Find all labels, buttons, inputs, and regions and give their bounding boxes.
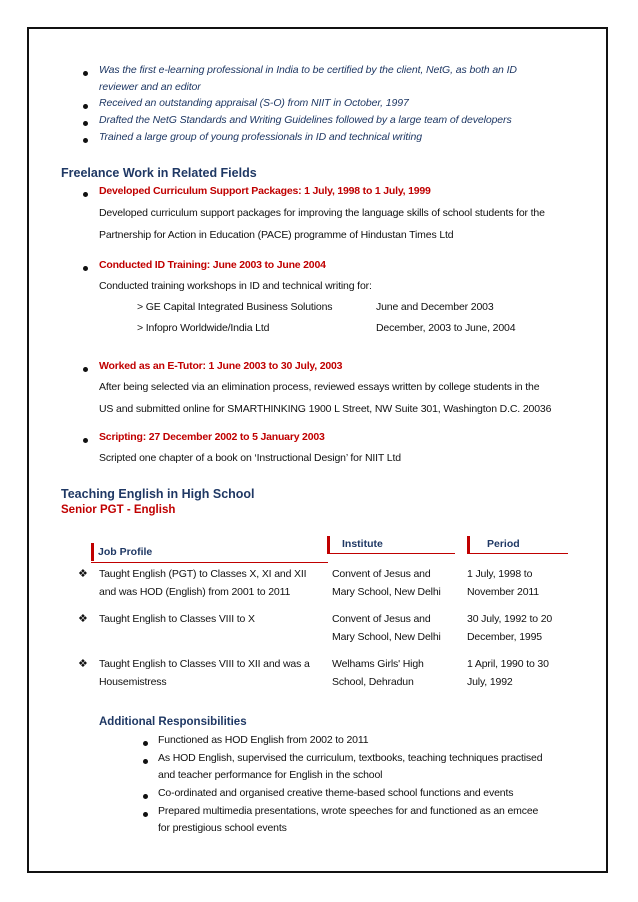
bullet-icon bbox=[143, 741, 148, 746]
section-subheading-teaching: Senior PGT - English bbox=[61, 504, 176, 516]
bullet-icon bbox=[83, 71, 88, 76]
institute-cell: Welhams Girls' High bbox=[332, 658, 424, 670]
period-cell: November 2011 bbox=[467, 586, 539, 598]
column-header-job: Job Profile bbox=[98, 546, 153, 558]
responsibility-line: Prepared multimedia presentations, wrote speeches for and functioned as an emcee bbox=[158, 805, 539, 817]
header-tick bbox=[327, 536, 330, 553]
responsibility-line: for prestigious school events bbox=[158, 822, 287, 834]
bullet-icon bbox=[83, 266, 88, 271]
page-border bbox=[27, 27, 608, 873]
freelance-item-text: US and submitted online for SMARTHINKING 1900 L Street, NW Suite 301, Washington D.C. 20036 bbox=[99, 403, 552, 415]
period-cell: 1 April, 1990 to 30 bbox=[467, 658, 549, 670]
freelance-item-title: Scripting: 27 December 2002 to 5 January 2003 bbox=[99, 431, 325, 443]
institute-cell: Mary School, New Delhi bbox=[332, 586, 441, 598]
additional-heading: Additional Responsibilities bbox=[99, 716, 247, 728]
client-period: December, 2003 to June, 2004 bbox=[376, 322, 516, 334]
responsibility-line: As HOD English, supervised the curriculum, textbooks, teaching techniques practised bbox=[158, 752, 543, 764]
section-heading-freelance: Freelance Work in Related Fields bbox=[61, 166, 257, 180]
institute-cell: Mary School, New Delhi bbox=[332, 631, 441, 643]
bullet-icon bbox=[83, 367, 88, 372]
header-rule bbox=[91, 562, 328, 563]
header-rule bbox=[327, 553, 455, 554]
achievement-line: Drafted the NetG Standards and Writing Guidelines followed by a large team of developers bbox=[99, 114, 512, 126]
period-cell: July, 1992 bbox=[467, 676, 513, 688]
four-diamond-bullet-icon: ❖ bbox=[78, 567, 88, 580]
four-diamond-bullet-icon: ❖ bbox=[78, 612, 88, 625]
job-cell: Taught English (PGT) to Classes X, XI and XII bbox=[99, 568, 307, 580]
period-cell: December, 1995 bbox=[467, 631, 542, 643]
client-name: > GE Capital Integrated Business Solutions bbox=[137, 301, 333, 313]
bullet-icon bbox=[83, 192, 88, 197]
client-period: June and December 2003 bbox=[376, 301, 494, 313]
freelance-item-text: Partnership for Action in Education (PACE) programme of Hindustan Times Ltd bbox=[99, 229, 454, 241]
bullet-icon bbox=[143, 794, 148, 799]
column-header-period: Period bbox=[487, 538, 520, 550]
responsibility-line: Co-ordinated and organised creative theme-based school functions and events bbox=[158, 787, 514, 799]
achievement-line: Was the first e-learning professional in India to be certified by the client, NetG, as both an ID bbox=[99, 64, 517, 76]
job-cell: Housemistress bbox=[99, 676, 167, 688]
job-cell: Taught English to Classes VIII to X bbox=[99, 613, 255, 625]
freelance-item-text: Scripted one chapter of a book on ‘Instructional Design’ for NIIT Ltd bbox=[99, 452, 401, 464]
column-header-institute: Institute bbox=[342, 538, 383, 550]
bullet-icon bbox=[83, 138, 88, 143]
freelance-item-title: Worked as an E-Tutor: 1 June 2003 to 30 July, 2003 bbox=[99, 360, 343, 372]
period-cell: 30 July, 1992 to 20 bbox=[467, 613, 553, 625]
institute-cell: Convent of Jesus and bbox=[332, 568, 431, 580]
institute-cell: Convent of Jesus and bbox=[332, 613, 431, 625]
responsibility-line: and teacher performance for English in the school bbox=[158, 769, 383, 781]
achievement-line: reviewer and an editor bbox=[99, 81, 201, 93]
freelance-item-text: Developed curriculum support packages for improving the language skills of school students for the bbox=[99, 207, 545, 219]
achievement-line: Trained a large group of young professionals in ID and technical writing bbox=[99, 131, 422, 143]
header-tick bbox=[467, 536, 470, 553]
bullet-icon bbox=[83, 104, 88, 109]
client-name: > Infopro Worldwide/India Ltd bbox=[137, 322, 270, 334]
header-rule bbox=[467, 553, 568, 554]
period-cell: 1 July, 1998 to bbox=[467, 568, 533, 580]
bullet-icon bbox=[143, 812, 148, 817]
freelance-item-text: After being selected via an elimination process, reviewed essays written by college students in the bbox=[99, 381, 540, 393]
freelance-item-title: Developed Curriculum Support Packages: 1 July, 1998 to 1 July, 1999 bbox=[99, 185, 431, 197]
header-tick bbox=[91, 543, 94, 561]
freelance-item-text: Conducted training workshops in ID and technical writing for: bbox=[99, 280, 372, 292]
job-cell: Taught English to Classes VIII to XII and was a bbox=[99, 658, 310, 670]
job-cell: and was HOD (English) from 2001 to 2011 bbox=[99, 586, 291, 598]
bullet-icon bbox=[83, 438, 88, 443]
responsibility-line: Functioned as HOD English from 2002 to 2011 bbox=[158, 734, 369, 746]
institute-cell: School, Dehradun bbox=[332, 676, 414, 688]
bullet-icon bbox=[143, 759, 148, 764]
four-diamond-bullet-icon: ❖ bbox=[78, 657, 88, 670]
freelance-item-title: Conducted ID Training: June 2003 to June 2004 bbox=[99, 259, 326, 271]
section-heading-teaching: Teaching English in High School bbox=[61, 487, 255, 501]
bullet-icon bbox=[83, 121, 88, 126]
achievement-line: Received an outstanding appraisal (S-O) from NIIT in October, 1997 bbox=[99, 97, 409, 109]
